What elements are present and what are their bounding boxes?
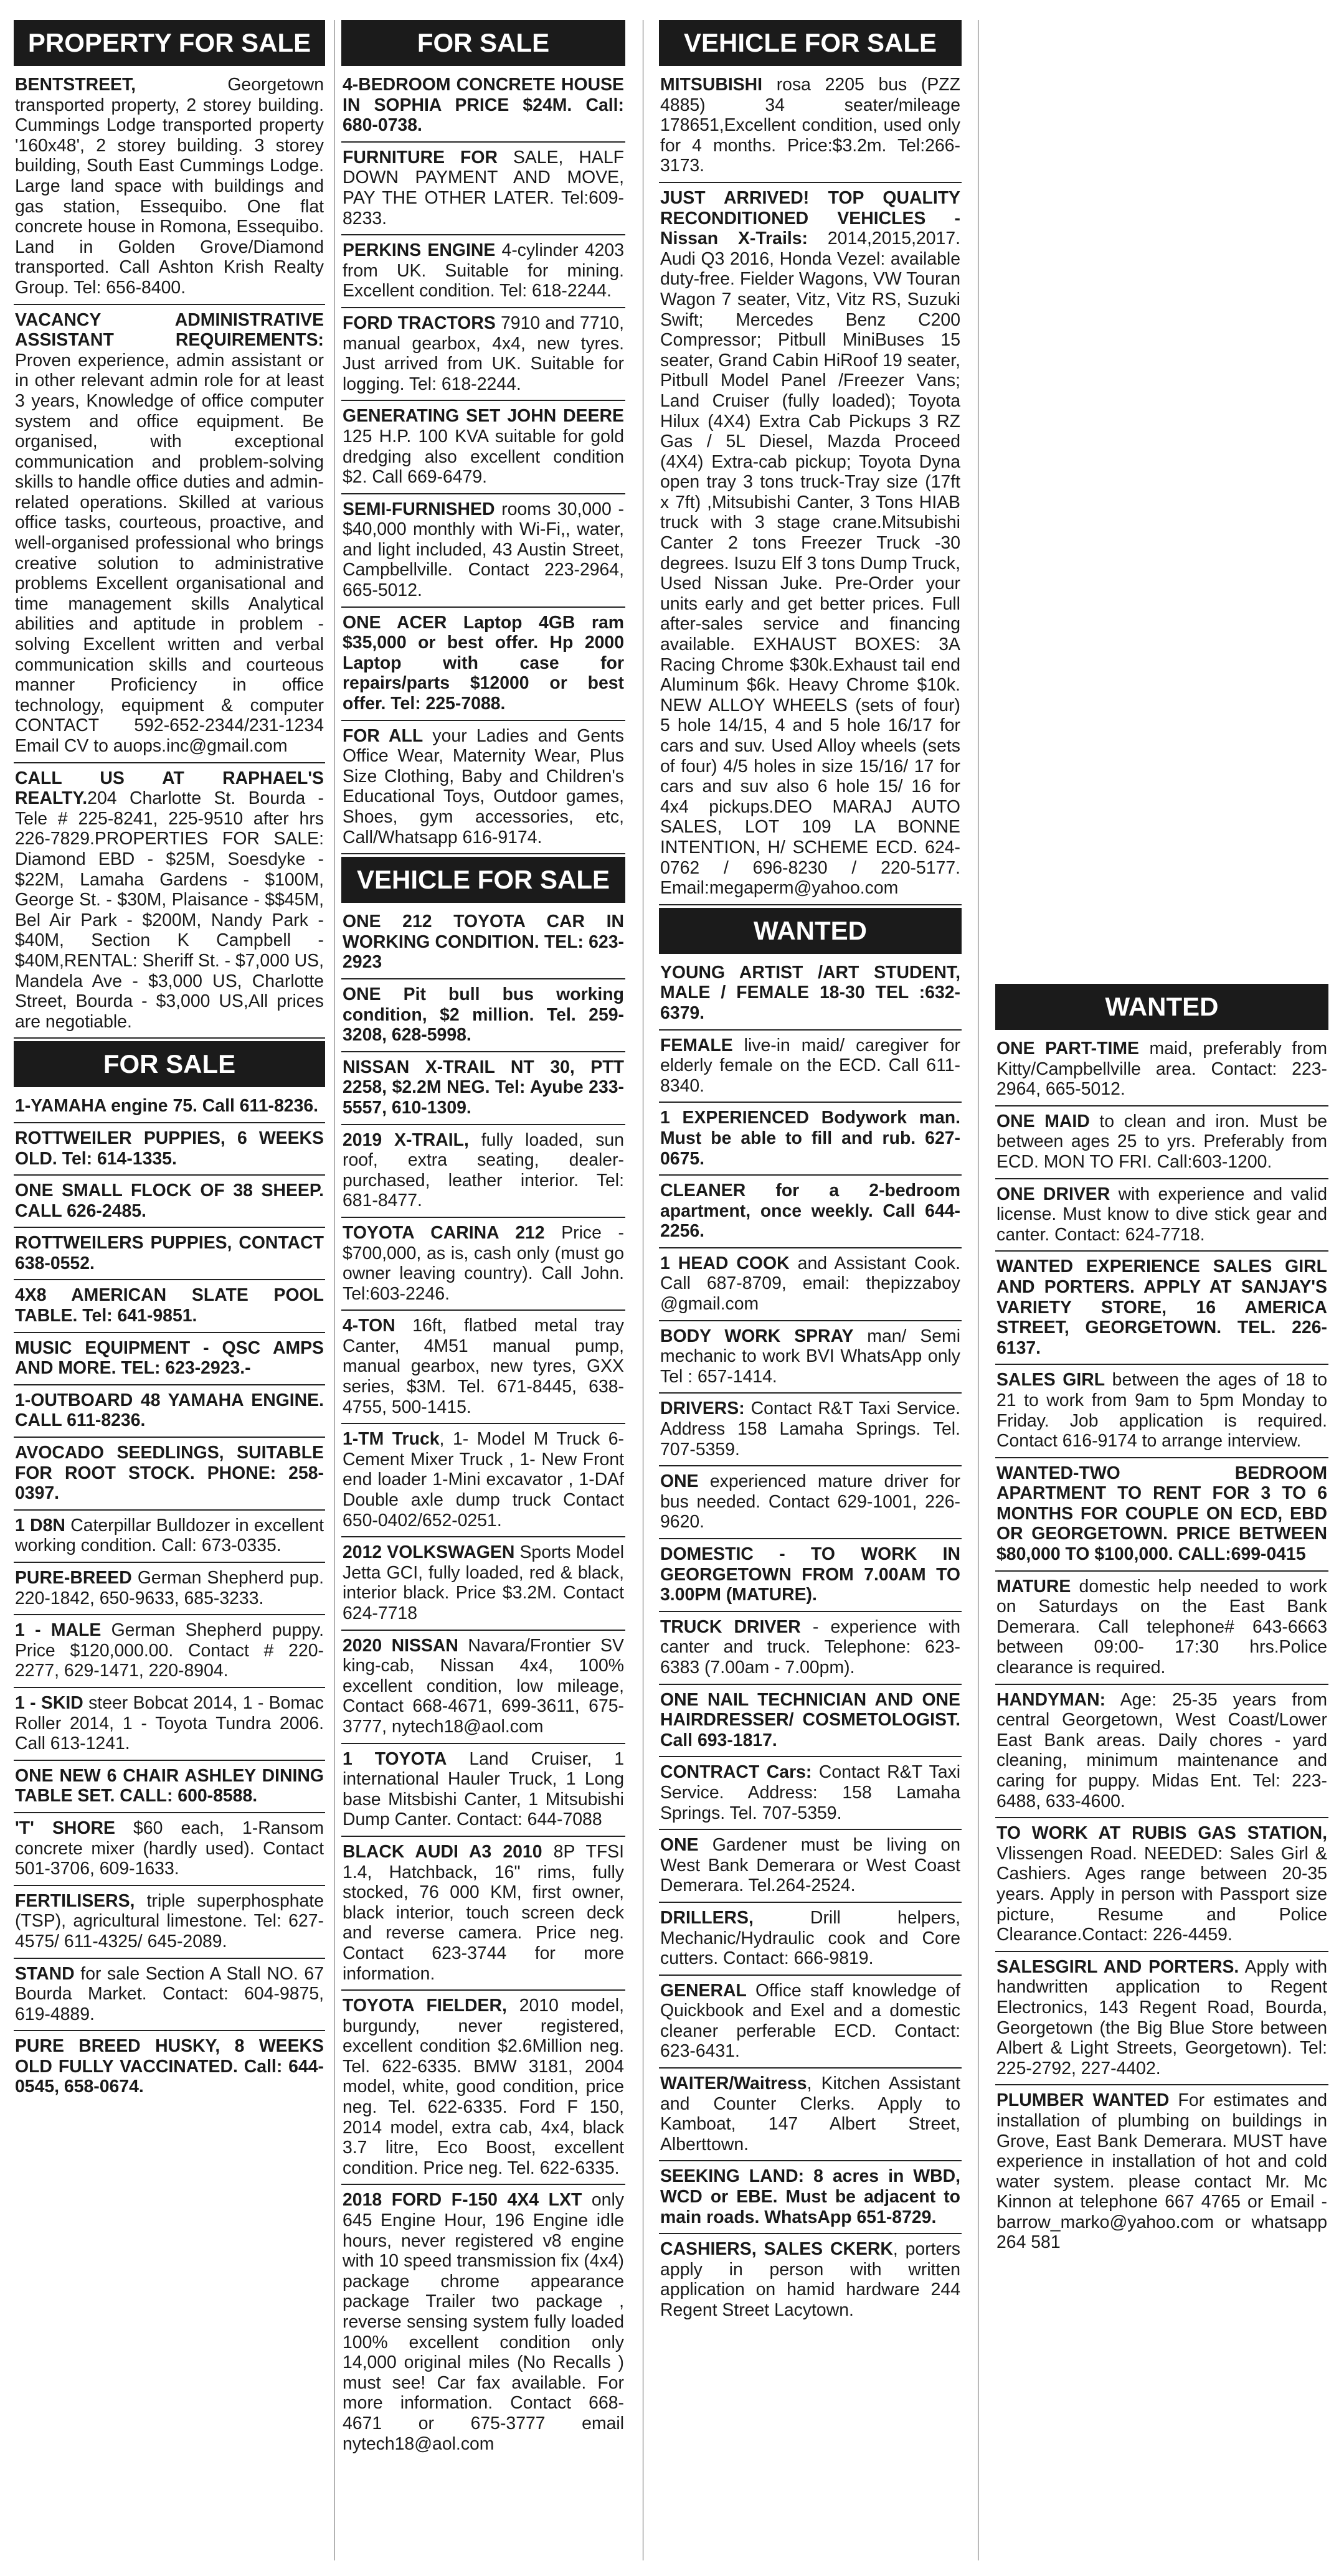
classified-ad [659, 186, 962, 905]
ad-lead: GENERAL [660, 1980, 747, 2001]
ad-lead: FORD TRACTORS [343, 313, 496, 333]
ad-lead: TRUCK DRIVER [660, 1616, 801, 1637]
ad-lead: TOYOTA FIELDER, [343, 1996, 507, 2016]
ad-text: Proven experience, admin assistant or in other relevant admin role for at least 3 years, Knowledge of office computer system and office equipment. Be organised, with exceptional communication and problem-solving skills to handle office duties and admin-related operations. Skilled at various office tasks, courteous, proactive, and well-organised professional who brings creative solution to administrative problems Excellent organisational and time management skills Analytical abilities and aptitude in problem - solving Excellent written and verbal communication skills and courteous manner Proficiency in office technology, equipment & computer CONTACT 592-652-2344/231-1234 Email CV to auops.inc@gmail.com [15, 350, 324, 756]
ad-lead: BENTSTREET, [15, 75, 136, 95]
classified-ad [995, 1254, 1328, 1365]
classified-ad [659, 1251, 962, 1321]
classified-ad [659, 1396, 962, 1466]
ad-lead: ONE ACER Laptop 4GB ram $35,000 or best offer. Hp 2000 Laptop with case for repairs/parts $12000 or best offer. Tel: 225-7088. [343, 612, 624, 714]
classified-ad [14, 1126, 325, 1176]
ad-text: Caterpillar Bulldozer in excellent working condition. Call: 673-0335. [15, 1515, 324, 1556]
ad-lead: 1-OUTBOARD 48 YAMAHA ENGINE. CALL 611-8236. [15, 1390, 324, 1431]
ad-lead: ONE NAIL TECHNICIAN AND ONE HAIRDRESSER/ COSMETOLOGIST. Call 693-1817. [660, 1689, 960, 1750]
ad-text: your Ladies and Gents Office Wear, Maternity Wear, Plus Size Clothing, Baby and Children's Educational Toys, Outdoor games, Shoes, gym accessories, etc, Call/Whatsapp 616-9174. [343, 725, 624, 847]
section-header: FOR SALE [341, 20, 625, 66]
classified-ad [341, 1055, 625, 1125]
classified-ad [995, 1687, 1328, 1819]
classified-ad [341, 610, 625, 721]
classified-ad [14, 1283, 325, 1333]
ad-lead: ONE SMALL FLOCK OF 38 SHEEP. CALL 626-2485. [15, 1181, 324, 1221]
ad-lead: CALL US AT RAPHAEL'S REALTY. [15, 768, 324, 809]
ad-lead: 1-YAMAHA engine 75. Call 611-8236. [15, 1096, 319, 1116]
ad-lead: FOR ALL [343, 725, 424, 746]
classified-ad [659, 1615, 962, 1685]
ad-lead: 1 HEAD COOK [660, 1253, 790, 1273]
ad-lead: 1-TM Truck [343, 1429, 440, 1450]
ad-text: domestic help needed to work on Saturdays on the East Bank Demerara. Call telephone# 643-6663 between 09:00- 17:30 hrs.Police clearance is required. [996, 1576, 1327, 1678]
classified-ad [659, 1324, 962, 1394]
ad-text: 2010 model, burgundy, never registered, excellent condition $2.6Million neg. Tel. 622-6335. BMW 3181, 2004 model, white, good condition, price neg. Tel. 622-6335. Ford F 150, 2014 model, extra cab, 4x4, black 3.7 litre, Eco Boost, excellent condition. Price neg. Tel. 622-6335. [343, 1996, 624, 2178]
classified-ad [14, 1336, 325, 1385]
ad-text: Apply with handwritten application to Regent Electronics, 143 Regent Road, Bourda, Georgetown (the Big Blue Store between Albert & Light Streets, Georgetown). Tel: 225-2792, 227-4402. [996, 1956, 1327, 2078]
classified-ad [995, 1574, 1328, 1685]
classified-ad [995, 1036, 1328, 1106]
ad-lead: ONE NEW 6 CHAIR ASHLEY DINING TABLE SET. CALL: 600-8588. [15, 1765, 324, 1806]
ad-text: German Shepherd pup. 220-1842, 650-9633, 685-3233. [15, 1568, 324, 1608]
ad-lead: STAND [15, 1963, 75, 1984]
ad-lead: GENERATING SET JOHN DEERE [343, 406, 624, 427]
classified-ad [341, 1839, 625, 1991]
ad-text: rosa 2205 bus (PZZ 4885) 34 seater/mileage 178651,Excellent condition, used only for 4 months. Price:$3.2m. Tel:266-3173. [660, 75, 960, 176]
ad-lead: DRIVERS: [660, 1399, 745, 1419]
ad-text: , 1- Model M Truck 6-Cement Mixer Truck , 1- New Front end loader 1-Mini excavator , 1-DAf Double axle dump truck Contact 650-0402/652-0251. [343, 1429, 624, 1531]
ad-lead: ONE Pit bull bus working condition, $2 million. Tel. 259-3208, 628-5998. [343, 984, 624, 1045]
ad-text: Georgetown transported property, 2 storey building. Cummings Lodge transported property '160x48', 2 storey building. 3 storey building, South East Cummings Lodge. Large land space with buildings and gas station, Essequibo. One flat concrete house in Romona, Essequibo. Land in Golden Grove/Diamond transported. Call Ashton Krish Realty Group. Tel: 656-8400. [15, 75, 324, 298]
classified-ad [14, 2034, 325, 2103]
ad-lead: 1 - SKID [15, 1692, 83, 1713]
classified-ad [659, 1978, 962, 2069]
ad-text: Price - $700,000, as is, cash only (must go owner leaving country). Call John. Tel:603-2246. [343, 1222, 624, 1304]
classified-ad [341, 497, 625, 608]
classified-ad [659, 2237, 962, 2326]
ad-lead: PURE BREED HUSKY, 8 WEEKS OLD FULLY VACCINATED. Call: 644-0545, 658-0674. [15, 2036, 324, 2097]
ad-lead: 2019 X-TRAIL, [343, 1130, 469, 1150]
ad-lead: ROTTWEILER PUPPIES, 6 WEEKS OLD. Tel: 614-1335. [15, 1128, 324, 1169]
ad-text: for sale Section A Stall NO. 67 Bourda Market. Contact: 604-9875, 619-4889. [15, 1963, 324, 2024]
classified-ad [659, 72, 962, 183]
ad-text: 204 Charlotte St. Bourda - Tele # 225-8241, 225-9510 after hrs 226-7829.PROPERTIES FOR SALE: Diamond EBD - $25M, Soesdyke - $22M, Lamaha Gardens - $100M, George St. - $30M, Plaisance - $$45M, Bel Air Park - $200M, Nandy Park - $40M, Section K Campbell - $40M,RENTAL: Sheriff St. - $7,000 US, Mandela Ave - $3,000 US, Charlotte Street, Bourda - $3,000 US,All prices are negotiable. [15, 788, 324, 1032]
ad-lead: 4-TON [343, 1316, 395, 1336]
ad-lead: 1 D8N [15, 1515, 65, 1536]
ad-text: and Assistant Cook. Call 687-8709, email: thepizzaboy @gmail.com [660, 1253, 960, 1314]
ad-lead: 1 TOYOTA [343, 1748, 447, 1769]
section-header: WANTED [995, 984, 1328, 1030]
classified-ad [14, 1618, 325, 1688]
ad-lead: 2020 NISSAN [343, 1635, 458, 1656]
ad-text: Office staff knowledge of Quickbook and Exel and a domestic cleaner perferable ECD. Contact: 623-6431. [660, 1980, 960, 2062]
classified-ad [14, 1961, 325, 2032]
classified-ad [341, 2187, 625, 2460]
classified-ad [14, 1178, 325, 1228]
classified-ad [995, 1367, 1328, 1458]
ad-text: only 645 Engine Hour, 196 Engine idle hours, never registered v8 engine with 10 speed transmission fix (4x4) package chrome appearance package Trailer two package , reverse sensing system fully loaded 100% excellent condition only 14,000 original miles (No Recalls ) must see! Car fax available. For more information. Contact 668-4671 or 675-3777 email nytech18@aol.com [343, 2190, 624, 2454]
ad-lead: FURNITURE FOR [343, 147, 498, 167]
ad-text: 8P TFSI 1.4, Hatchback, 16" rims, fully stocked, 76 000 KM, first owner, black interior, touch screen deck and reverse camera. Price neg. Contact 623-3744 for more information. [343, 1841, 624, 1984]
ad-text: Land Cruiser, 1 international Hauler Truck, 1 Long base Mitsbishi Canter, 1 Mitsubishi Dump Canter. Contact: 644-7088 [343, 1748, 624, 1830]
section-header: FOR SALE [14, 1041, 325, 1087]
classified-ad [14, 1388, 325, 1438]
classified-ad [341, 1747, 625, 1837]
ad-lead: VACANCY ADMINISTRATIVE ASSISTANT REQUIREMENTS: [15, 309, 324, 351]
ad-text: 7910 and 7710, manual gearbox, 4x4, new tyres. Just arrived from UK. Suitable for logging. Tel: 618-2244. [343, 313, 624, 394]
classified-ad [14, 1513, 325, 1563]
classified-ad [659, 1178, 962, 1248]
ad-lead: WAITER/Waitress [660, 2074, 807, 2094]
classified-ad [341, 311, 625, 401]
ad-lead: ROTTWEILERS PUPPIES, CONTACT 638-0552. [15, 1233, 324, 1273]
ad-text: rooms 30,000 - $40,000 monthly with Wi-Fi,, water, and light included, 43 Austin Street, Campbellville. Contact 223-2964, 665-5012. [343, 499, 624, 601]
classified-ad [995, 1821, 1328, 1952]
classified-ad [995, 1109, 1328, 1179]
ad-lead: WANTED-TWO BEDROOM APARTMENT TO RENT FOR 3 TO 6 MONTHS FOR COUPLE ON ECD, EBD OR GEORGETOWN. PRICE BETWEEN $80,000 TO $100,000. CALL:699-0415 [996, 1463, 1327, 1565]
ad-text: Sports Model Jetta GCI, fully loaded, red & black, interior black. Price $3.2M. Contact 624-7718 [343, 1542, 625, 1623]
ad-text: 2014,2015,2017. Audi Q3 2016, Honda Vezel: available duty-free. Fielder Wagons, VW Touran Wagon 7 seater, Vitz, Vitz RS, Suzuki Swift; Mercedes Benz C200 Compressor; Pitbull MiniBuses 15 seater, Grand Cabin HiRoof 19 seater, Pitbull Model Panel /Freezer Vans; Land Cruiser (fully loaded); Toyota Hilux (4X4) Extra Cab Pickups 3 RZ Gas / 5L Diesel, Mazda Proceed (4X4) Extra-cab pickup; Toyota Dyna open tray 3 tons truck-Tray size (17ft x 7ft) ,Mitsubishi Canter, 3 Tons HIAB truck with 3 stage crane.Mitsubishi Canter 2 tons Freezer Truck -30 degrees. Isuzu Elf 3 tons Dump Truck, Used Nissan Juke. Pre-Order your units early and get better prices. Full after-sales service and financing available. EXHAUST BOXES: 3A Racing Chrome $30k.Exhaust tail end Aluminum $6k. Heavy Chrome $10k. NEW ALLOY WHEELS (sets of four) 5 hole 14/15, 4 and 5 hole 16/17 for cars and suv. Used Alloy wheels (sets of four) 4/5 holes in size 15/16/ 17 for cars and suv also 6 hole 15/ 16 for 4x4 pickups.DEO MARAJ AUTO SALES, LOT 109 LA BONNE INTENTION, H/ SCHEME ECD. 624-0762 / 696-8230 / 220-5177. Email:megaperm@yahoo.com [660, 229, 961, 899]
ad-lead: 4X8 AMERICAN SLATE POOL TABLE. Tel: 641-9851. [15, 1285, 324, 1326]
ad-lead: JUST ARRIVED! TOP QUALITY RECONDITIONED VEHICLES - Nissan X-Trails: [660, 187, 960, 249]
ad-text: maid, preferably from Kitty/Campbellville area. Contact: 223-2964, 665-5012. [996, 1039, 1327, 1100]
ad-lead: 2012 VOLKSWAGEN [343, 1542, 515, 1563]
ad-text: , Kitchen Assistant and Counter Clerks. Apply to Kamboat, 147 Albert Street, Alberttown. [660, 2074, 960, 2154]
classified-ad [659, 1469, 962, 1539]
classified-ad [659, 1033, 962, 1103]
ad-text: SALE, HALF DOWN PAYMENT AND MOVE, PAY THE OTHER LATER. Tel:609-8233. [343, 147, 624, 229]
ad-text: $60 each, 1-Ransom concrete mixer (hardly used). Contact 501-3706, 609-1633. [15, 1818, 324, 1879]
classified-ad [14, 1763, 325, 1813]
ad-lead: TOYOTA CARINA 212 [343, 1222, 545, 1243]
ad-text: German Shepherd puppy. Price $120,000.00. Contact # 220-2277, 629-1471, 220-8904. [15, 1620, 324, 1681]
ad-lead: CONTRACT Cars: [660, 1762, 812, 1783]
ad-lead: 2018 FORD F-150 4X4 LXT [343, 2190, 582, 2210]
column-2 [341, 20, 625, 2462]
ad-text: , porters apply in person with written application on hamid hardware 244 Regent Street Lacytown. [660, 2239, 960, 2320]
ad-text: man/ Semi mechanic to work BVI WhatsApp only Tel : 657-1414. [660, 1326, 960, 1387]
classified-ad [659, 1833, 962, 1903]
ad-lead: ONE 212 TOYOTA CAR IN WORKING CONDITION. TEL: 623-2923 [343, 912, 624, 973]
ad-text: to clean and iron. Must be between ages 25 to yrs. Preferably from ECD. MON TO FRI. Call:603-1200. [996, 1111, 1327, 1172]
column-4 [995, 20, 1328, 2261]
ad-text: - experience with canter and truck. Telephone: 623-6383 (7.00am - 7.00pm). [660, 1616, 960, 1677]
ad-lead: ONE [660, 1835, 699, 1856]
ad-text: Contact R&T Taxi Service. Address: 158 Lamaha Springs. Tel. 707-5359. [660, 1762, 961, 1823]
classified-ad [341, 724, 625, 855]
ad-text: with experience and valid license. Must know to dive stick gear and canter. Contact: 624-7718. [996, 1184, 1328, 1245]
classified-ad [14, 1565, 325, 1615]
ad-text: Navara/Frontier SV king-cab, Nissan 4x4, 100% excellent condition, low mileage, Contact 668-4671, 699-3611, 675-3777, nytech18@aol.com [343, 1635, 624, 1737]
classified-ad [341, 1540, 625, 1630]
ad-lead: CASHIERS, SALES CKERK [660, 2239, 893, 2260]
ad-lead: ONE PART-TIME [996, 1039, 1139, 1059]
ad-lead: TO WORK AT RUBIS GAS STATION, [996, 1823, 1327, 1844]
classified-ad [341, 403, 625, 494]
ad-text: triple superphosphate (TSP), agricultural limestone. Tel: 627-4575/ 611-4325/ 645-2089. [15, 1890, 324, 1951]
classified-ad [659, 1105, 962, 1176]
classified-ad [995, 1955, 1328, 2086]
classified-ad [659, 960, 962, 1031]
column-1 [14, 20, 325, 2105]
ad-text: 16ft, flatbed metal tray Canter, 4M51 manual pump, manual gearbox, new tyres, GXX series, $3M. Tel. 671-8445, 638-4755, 500-1415. [343, 1316, 624, 1417]
section-header: PROPERTY FOR SALE [14, 20, 325, 66]
classified-ad [341, 1427, 625, 1537]
ad-text: between the ages of 18 to 21 to work from 9am to 5pm Monday to Friday. Job application is required. Contact 616-9174 to arrange interview. [996, 1370, 1327, 1451]
classified-ad [14, 766, 325, 1039]
ad-lead: ONE MAID [996, 1111, 1090, 1131]
classified-ad [341, 1313, 625, 1424]
classified-ad [341, 1220, 625, 1311]
classified-ad [659, 1687, 962, 1758]
ad-lead: DRILLERS, [660, 1907, 754, 1928]
classified-ad [14, 72, 325, 305]
classified-ad [341, 238, 625, 308]
classified-ad [341, 909, 625, 979]
classified-ad [659, 1542, 962, 1612]
ad-text: experienced mature driver for bus needed. Contact 629-1001, 226-9620. [660, 1471, 960, 1532]
ad-lead: ONE DRIVER [996, 1184, 1110, 1204]
classified-ad [659, 2164, 962, 2234]
ad-lead: SEEKING LAND: 8 acres in WBD, WCD or EBE. Must be adjacent to main roads. WhatsApp 651-8729. [660, 2166, 960, 2227]
ad-lead: SEMI-FURNISHED [343, 499, 495, 519]
ad-text: live-in maid/ caregiver for elderly female on the ECD. Call 611-8340. [660, 1035, 960, 1096]
ad-lead: WANTED EXPERIENCE SALES GIRL AND PORTERS. APPLY AT SANJAY'S VARIETY STORE, 16 AMERICA STREET, GEORGETOWN. TEL. 226-6137. [996, 1257, 1327, 1358]
classified-ad [14, 1230, 325, 1280]
ad-lead: HANDYMAN: [996, 1689, 1106, 1710]
ad-lead: ONE [660, 1471, 699, 1492]
classified-ad [659, 2071, 962, 2161]
classified-ad [341, 1993, 625, 2185]
ad-lead: DOMESTIC - TO WORK IN GEORGETOWN FROM 7.00AM TO 3.00PM (MATURE). [660, 1544, 960, 1605]
classified-ad [995, 1461, 1328, 1572]
ad-text: Contact R&T Taxi Service. Address 158 Lamaha Springs. Tel. 707-5359. [660, 1399, 960, 1460]
ad-lead: MATURE [996, 1576, 1071, 1597]
ad-lead: MITSUBISHI [660, 75, 763, 95]
ad-lead: YOUNG ARTIST /ART STUDENT, MALE / FEMALE 18-30 TEL :632-6379. [660, 962, 960, 1023]
classified-ad [659, 1760, 962, 1830]
ad-text: Vlissengen Road. NEEDED: Sales Girl & Cashiers. Ages range between 20-35 years. Apply in person with Passport size picture, Resume and Police Clearance.Contact: 226-4459. [996, 1843, 1327, 1945]
ad-lead: BLACK AUDI A3 2010 [343, 1841, 542, 1862]
ad-lead: 'T' SHORE [15, 1818, 115, 1838]
ad-lead: PLUMBER WANTED [996, 2090, 1170, 2111]
column-3 [659, 20, 962, 2329]
classified-ad [14, 308, 325, 763]
ad-lead: FERTILISERS, [15, 1890, 135, 1911]
classified-ad [995, 2088, 1328, 2258]
ad-lead: SALES GIRL [996, 1370, 1105, 1390]
ad-text: Drill helpers, Mechanic/Hydraulic cook and Core cutters. Contact: 666-9819. [660, 1907, 960, 1969]
ad-text: 4-cylinder 4203 from UK. Suitable for mining. Excellent condition. Tel: 618-2244. [343, 240, 624, 301]
ad-lead: PURE-BREED [15, 1568, 132, 1588]
classified-ad [659, 1905, 962, 1976]
ad-text: For estimates and installation of plumbing on buildings in Grove, East Bank Demerara. MUST have experience in installation of hot and cold water system. please contact Mr. Mc Kinnon at telephone 667 4765 or Email - barrow_marko@yahoo.com or whatsapp 264 581 [996, 2090, 1327, 2253]
classified-ad [341, 982, 625, 1052]
ad-text: Age: 25-35 years from central Georgetown, West Coast/Lower East Bank areas. Daily chores - yard cleaning, minimum maintenance and caring for puppy. Midas Ent. Tel: 223-6488, 633-4600. [996, 1689, 1327, 1811]
ad-text: fully loaded, sun roof, extra seating, dealer-purchased, leather interior. Tel: 681-8477. [343, 1130, 624, 1211]
classified-ad [14, 1093, 325, 1123]
classified-ad [14, 1816, 325, 1886]
ad-lead: AVOCADO SEEDLINGS, SUITABLE FOR ROOT STOCK. PHONE: 258-0397. [15, 1443, 324, 1504]
ad-lead: PERKINS ENGINE [343, 240, 496, 261]
ad-text: 125 H.P. 100 KVA suitable for gold dredging also excellent condition $2. Call 669-6479. [343, 426, 624, 488]
classified-ad [341, 1128, 625, 1218]
section-header: VEHICLE FOR SALE [659, 20, 962, 66]
ad-lead: FEMALE [660, 1035, 733, 1055]
classified-ad [995, 1182, 1328, 1252]
classified-ad [341, 1633, 625, 1744]
ad-lead: CLEANER for a 2-bedroom apartment, once weekly. Call 644-2256. [660, 1181, 960, 1242]
classified-ad [14, 1440, 325, 1511]
ad-lead: 1 EXPERIENCED Bodywork man. Must be able to fill and rub. 627-0675. [660, 1108, 960, 1169]
ad-lead: SALESGIRL AND PORTERS. [996, 1956, 1239, 1977]
classified-ad [14, 1691, 325, 1761]
section-header: VEHICLE FOR SALE [341, 857, 625, 903]
ad-lead: BODY WORK SPRAY [660, 1326, 854, 1346]
ad-lead: NISSAN X-TRAIL NT 30, PTT 2258, $2.2M NEG. Tel: Ayube 233-5557, 610-1309. [343, 1057, 624, 1118]
ad-lead: MUSIC EQUIPMENT - QSC AMPS AND MORE. TEL: 623-2923.- [15, 1338, 324, 1379]
ad-lead: 4-BEDROOM CONCRETE HOUSE IN SOPHIA PRICE $24M. Call: 680-0738. [343, 75, 624, 136]
classified-ad [341, 72, 625, 143]
classified-ad [14, 1889, 325, 1959]
ad-lead: 1 - MALE [15, 1620, 102, 1641]
ad-text: Gardener must be living on West Bank Demerara or West Coast Demerara. Tel.264-2524. [660, 1835, 960, 1896]
section-header: WANTED [659, 908, 962, 954]
ad-text: steer Bobcat 2014, 1 - Bomac Roller 2014, 1 - Toyota Tundra 2006. Call 613-1241. [15, 1692, 324, 1754]
classified-ad [341, 145, 625, 235]
